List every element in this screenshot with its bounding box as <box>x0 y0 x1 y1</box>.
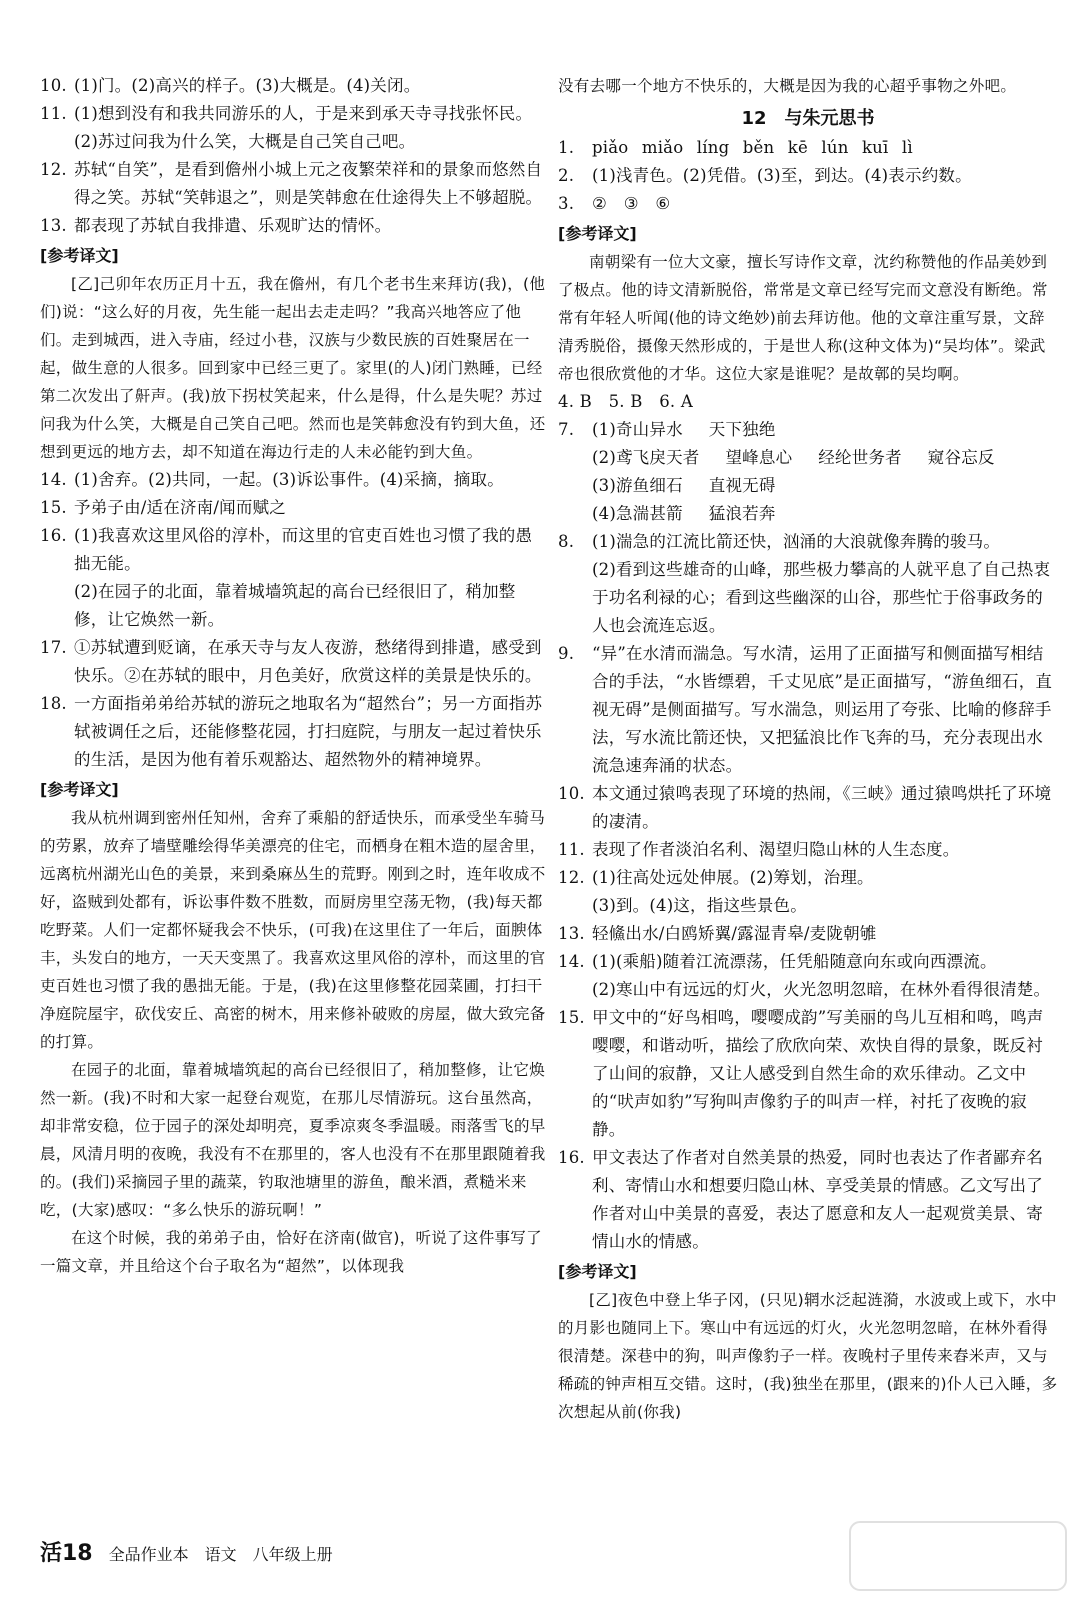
page-number: 活18 <box>40 1541 93 1566</box>
reference-translation-text: [乙]夜色中登上华子冈，(只见)辋水泛起涟漪，水波或上或下，水中的月影也随同上下。寒山中有远远的灯火，火光忽明忽暗，在林外看得很清楚。深巷中的狗，叫声像豹子一样。夜晚村子里传来舂米声，又与稀疏的钟声相互交错。这时，(我)独坐在那里，(跟来的)仆人已入睡，多次想起从前(你我) <box>558 1291 1058 1421</box>
left-column <box>40 72 548 1280</box>
answer-8: 8. (1)湍急的江流比箭还快，汹涌的大浪就像奔腾的骏马。 <box>558 532 1001 551</box>
answer-13: 13. 都表现了苏轼自我排遣、乐观旷达的情怀。 <box>40 216 392 235</box>
answer-7-line: (2)鸢飞戾天者 望峰息心 经纶世务者 窥谷忘反 <box>592 448 995 467</box>
answer-12: 12. (1)往高处远处伸展。(2)筹划，治理。 <box>558 868 874 887</box>
answer-3: 3. ② ③ ⑥ <box>558 194 671 213</box>
reference-translation-text: 在园子的北面，靠着城墙筑起的高台已经很旧了，稍加整修，让它焕然一新。(我)不时和大家一起登台观览，在那儿尽情游玩。这台虽然高，却非常安稳，位于园子的深处却明亮，夏季凉爽冬季温暖。雨落雪飞的早晨，风清月明的夜晚，我没有不在那里的，客人也没有不在那里跟随着我的。(我们)采摘园子里的蔬菜，钓取池塘里的游鱼，酿米酒，煮糙米来吃，(大家)感叹：“多么快乐的游玩啊！” <box>40 1061 546 1219</box>
reference-translation-text: 我从杭州调到密州任知州，舍弃了乘船的舒适快乐，而承受坐车骑马的劳累，放弃了墙壁雕绘得华美漂亮的住宅，而栖身在粗木造的屋舍里，远离杭州湖光山色的美景，来到桑麻丛生的荒野。刚到之时，连年收成不好，盗贼到处都有，诉讼事件数不胜数，而厨房里空荡无物，(我)每天都吃野菜。人们一定都怀疑我会不快乐，(可我)在这里住了一年后，面腴体丰，头发白的地方，一天天变黑了。我喜欢这里风俗的淳朴，而这里的官吏百姓也习惯了我的愚拙无能。于是，(我)在这里修整花园菜圃，打扫干净庭院屋宇，砍伐安丘、高密的树木，用来修补破败的房屋，做大致完备的打算。 <box>40 809 546 1051</box>
answer-11: 11. 表现了作者淡泊名利、渴望归隐山林的人生态度。 <box>558 840 960 859</box>
answer-11: 11. (1)想到没有和我共同游乐的人，于是来到承天寺寻找张怀民。 <box>40 104 533 123</box>
reference-translation-label: [参考译文] <box>558 224 637 243</box>
answer-2: 2. (1)浅青色。(2)凭借。(3)至，到达。(4)表示约数。 <box>558 166 972 185</box>
answer-7-line: (1)奇山异水 天下独绝 <box>592 420 776 439</box>
answer-16: 16. (1)我喜欢这里风俗的淳朴，而这里的官吏百姓也习惯了我的愚拙无能。 <box>40 526 533 573</box>
answer-7-line: (3)游鱼细石 直视无碍 <box>592 476 776 495</box>
answer-12-b: (3)到。(4)这，指这些景色。 <box>592 896 807 915</box>
answer-15: 15. 甲文中的“好鸟相鸣，嘤嘤成韵”写美丽的鸟儿互相和鸣，鸣声嘤嘤，和谐动听，描绘了欣欣向荣、欢快自得的景象，既反衬了山间的寂静，又让人感受到自然生命的欢乐律动。乙文中的“吠声如豹”写狗叫声像豹子的叫声一样，衬托了夜晚的寂静。 <box>558 1008 1044 1139</box>
lesson-title: 12 与朱元思书 <box>741 108 875 129</box>
answer-10: 10. 本文通过猿鸣表现了环境的热闹，《三峡》通过猿鸣烘托了环境的凄清。 <box>558 784 1052 831</box>
answer-1: 1. piǎo miǎo líng běn kē lún kuī lì <box>558 138 913 157</box>
answer-15: 15. 予弟子由/适在济南/闻而赋之 <box>40 498 286 517</box>
grade: 八年级上册 <box>252 1545 333 1564</box>
answer-14: 14. (1)舍弃。(2)共同，一起。(3)诉讼事件。(4)采摘，摘取。 <box>40 470 504 489</box>
answer-17: 17. ①苏轼遭到贬谪，在承天寺与友人夜游，愁绪得到排遣，感受到快乐。②在苏轼的眼中，月色美好，欣赏这样的美景是快乐的。 <box>40 638 542 685</box>
watermark-logo <box>848 1520 1068 1592</box>
answer-8-b: (2)看到这些雄奇的山峰，那些极力攀高的人就平息了自己热衷于功名利禄的心；看到这些幽深的山谷，那些忙于俗事政务的人也会流连忘返。 <box>592 560 1051 635</box>
answer-14-b: (2)寒山中有远远的灯火，火光忽明忽暗，在林外看得很清楚。 <box>592 980 1051 999</box>
page-footer <box>40 1536 333 1568</box>
reference-translation-label: [参考译文] <box>40 246 119 265</box>
reference-translation-text: 在这个时候，我的弟弟子由，恰好在济南(做官)，听说了这件事写了一篇文章，并且给这个台子取名为“超然”，以体现我 <box>40 1229 542 1275</box>
answer-7-line: (4)急湍甚箭 猛浪若奔 <box>592 504 776 523</box>
answer-10: 10. (1)门。(2)高兴的样子。(3)大概是。(4)关闭。 <box>40 76 421 95</box>
book-title: 全品作业本 <box>108 1545 189 1564</box>
reference-translation-label: [参考译文] <box>558 1262 637 1281</box>
reference-translation-continued: 没有去哪一个地方不快乐的，大概是因为我的心超乎事物之外吧。 <box>558 77 1017 95</box>
answer-18: 18. 一方面指弟弟给苏轼的游玩之地取名为“超然台”；另一方面指苏轼被调任之后，还能修整花园，打扫庭院，与朋友一起过着快乐的生活，是因为他有着乐观豁达、超然物外的精神境界。 <box>40 694 543 769</box>
answer-9: 9. “异”在水清而湍急。写水清，运用了正面描写和侧面描写相结合的手法，“水皆缥碧，千丈见底”是正面描写，“游鱼细石，直视无碍”是侧面描写。写水湍急，则运用了夸张、比喻的修辞手法，写水流比箭还快，又把猛浪比作飞奔的马，充分表现出水流急速奔涌的状态。 <box>558 644 1053 775</box>
subject: 语文 <box>204 1545 237 1564</box>
reference-translation-text: [乙]己卯年农历正月十五，我在儋州，有几个老书生来拜访(我)，(他们)说：“这么好的月夜，先生能一起出去走走吗？”我高兴地答应了他们。走到城西，进入寺庙，经过小巷，汉族与少数民族的百姓聚居在一起，做生意的人很多。回到家中已经三更了。家里(的人)闭门熟睡，已经第二次发出了鼾声。(我)放下拐杖笑起来，什么是得，什么是失呢？苏过问我为什么笑，大概是自己笑自己吧。然而也是笑韩愈没有钓到大鱼，还想到更远的地方去，却不知道在海边行走的人未必能钓到大鱼。 <box>40 275 546 461</box>
answer-7: 7. (1)奇山异水 天下独绝 (2)鸢飞戾天者 望峰息心 经纶世务者 窥谷忘反 (3)游鱼细石 直视无碍 (4)急湍甚箭 猛浪若奔 <box>558 416 1058 528</box>
reference-translation-text: 南朝梁有一位大文豪，擅长写诗作文章，沈约称赞他的作品美妙到了极点。他的诗文清新脱俗，常常是文章已经写完而文意没有断绝。常常有年轻人听闻(他的诗文绝妙)前去拜访他。他的文章注重写景，文辞清秀脱俗，摄像天然形成的，于是世人称(这种文体为)“吴均体”。梁武帝也很欣赏他的才华。这位大家是谁呢？是故鄣的吴均啊。 <box>558 253 1048 383</box>
answer-13: 13. 轻鯈出水/白鸥矫翼/露湿青皋/麦陇朝雊 <box>558 924 877 943</box>
answer-14: 14. (1)(乘船)随着江流漂荡，任凭船随意向东或向西漂流。 <box>558 952 997 971</box>
right-column <box>558 72 1058 1426</box>
answer-16-b: (2)在园子的北面，靠着城墙筑起的高台已经很旧了，稍加整修，让它焕然一新。 <box>74 582 516 629</box>
answer-16: 16. 甲文表达了作者对自然美景的热爱，同时也表达了作者鄙弃名利、寄情山水和想要归隐山林、享受美景的情感。乙文写出了作者对山中美景的喜爱，表达了愿意和友人一起观赏美景、寄情山水的情感。 <box>558 1148 1043 1251</box>
answer-12: 12. 苏轼“自笑”，是看到儋州小城上元之夜繁荣祥和的景象而悠然自得之笑。苏轼“笑韩退之”，则是笑韩愈在仕途得失上不够超脱。 <box>40 160 543 207</box>
reference-translation-label: [参考译文] <box>40 780 119 799</box>
answer-4-6: 4. B 5. B 6. A <box>558 392 693 411</box>
answer-11-b: (2)苏过问我为什么笑，大概是自己笑自己吧。 <box>74 132 416 151</box>
